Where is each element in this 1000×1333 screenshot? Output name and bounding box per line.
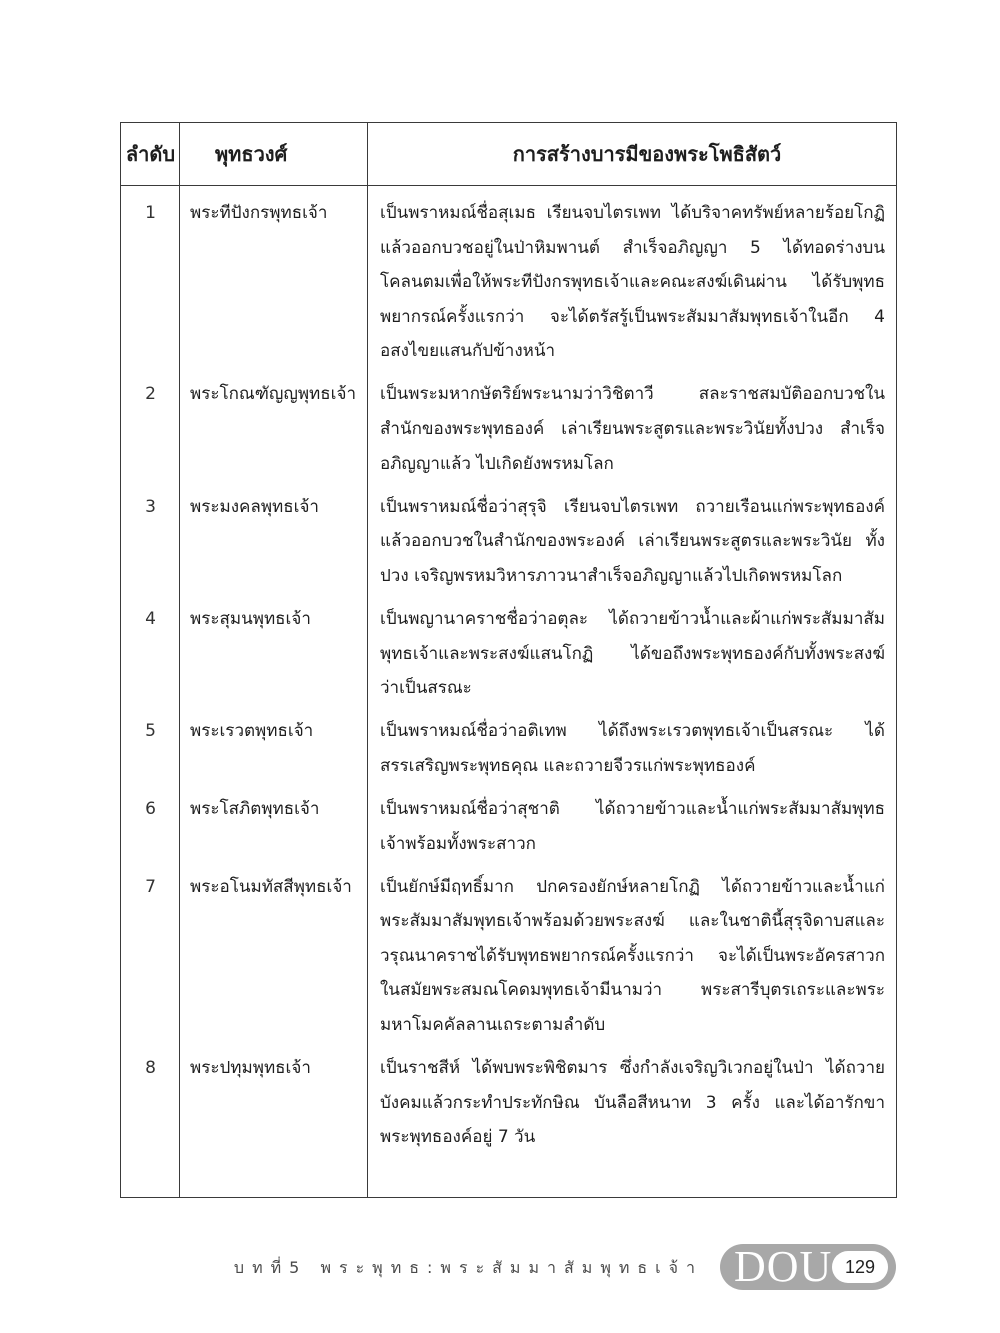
description-line: พยากรณ์ครั้งแรกว่า จะได้ตรัสรู้เป็นพระสัมมาสัมพุทธเจ้าในอีก 4 <box>380 306 885 327</box>
description-line: เป็นราชสีห์ ได้พบพระพิชิตมาร ซึ่งกำลังเจริญวิเวกอยู่ในป่า ได้ถวาย <box>380 1058 885 1079</box>
description-line: ในสมัยพระสมณโคดมพุทธเจ้ามีนามว่า พระสารีบุตรเถระและพระ <box>380 980 885 1001</box>
description-line: เป็นพราหมณ์ชื่อว่าสุรุจิ เรียนจบไตรเพท ถวายเรือนแก่พระพุทธองค์ <box>380 496 885 517</box>
table-row <box>121 377 896 489</box>
description-line: เป็นพราหมณ์ชื่อสุเมธ เรียนจบไตรเพท ได้บริจาคทรัพย์หลายร้อยโกฏิ <box>380 203 885 223</box>
perfection-description <box>368 870 896 1043</box>
buddha-name: พระโสภิตพุทธเจ้า <box>190 799 320 819</box>
description-line: เป็นพระมหากษัตริย์พระนามว่าวิชิตาวี สละราชสมบัติออกบวชใน <box>380 384 885 405</box>
buddha-name: พระปทุมพุทธเจ้า <box>190 1058 311 1079</box>
buddha-name-cell <box>180 196 368 369</box>
table-header-row <box>121 123 896 186</box>
description-line: โคลนตมเพื่อให้พระทีปังกรพุทธเจ้าและคณะสงฆ์เดินผ่าน ได้รับพุทธ <box>380 272 885 293</box>
row-number: 5 <box>145 721 156 742</box>
perfection-description <box>368 377 896 481</box>
table-body <box>121 186 896 1163</box>
perfection-description <box>368 714 896 783</box>
perfection-description <box>368 490 896 594</box>
description-line: มหาโมคคัลลานเถระตามลำดับ <box>380 1015 606 1036</box>
buddha-name: พระสุมนพุทธเจ้า <box>190 609 311 630</box>
perfection-description <box>368 196 896 369</box>
description-line: สรรเสริญพระพุทธคุณ และถวายจีวรแก่พระพุทธองค์ <box>380 755 756 776</box>
description-line: พระสัมมาสัมพุทธเจ้าพร้อมด้วยพระสงฆ์ และในชาตินี้สุรุจิดาบสและ <box>380 911 885 932</box>
table-row <box>121 602 896 714</box>
buddha-name-cell <box>180 490 368 594</box>
description-line: เจ้าพร้อมทั้งพระสาวก <box>380 833 536 854</box>
row-number: 8 <box>145 1058 156 1079</box>
table-row <box>121 490 896 602</box>
buddha-name: พระอโนมทัสสีพุทธเจ้า <box>190 876 352 897</box>
table-row <box>121 870 896 1051</box>
buddha-name: พระโกณฑัญญพุทธเจ้า <box>190 384 357 405</box>
description-line: บังคมแล้วกระทำประทักษิณ บันลือสีหนาท 3 ครั้ง และได้อารักขา <box>380 1092 885 1113</box>
column-divider <box>179 123 180 1197</box>
table-row <box>121 196 896 377</box>
description-line: ว่าเป็นสรณะ <box>380 678 472 699</box>
description-line: วรุณนาคราชได้รับพุทธพยากรณ์ครั้งแรกว่า จะได้เป็นพระอัครสาวก <box>380 945 885 966</box>
footer-chapter-title: บทที่5 พระพุทธ:พระสัมมาสัมพุทธเจ้า <box>233 1258 703 1277</box>
perfection-description <box>368 1051 896 1155</box>
buddha-name-cell <box>180 792 368 861</box>
description-line: พระพุทธองค์อยู่ 7 วัน <box>380 1127 536 1148</box>
buddha-name: พระมงคลพุทธเจ้า <box>190 496 319 517</box>
column-header-perfections: การสร้างบารมีของพระโพธิสัตว์ <box>512 142 782 166</box>
table-row <box>121 1051 896 1163</box>
row-number: 7 <box>145 876 156 897</box>
column-header-buddha-lineage: พุทธวงศ์ <box>215 142 288 166</box>
buddha-name-cell <box>180 714 368 783</box>
description-line: แล้วออกบวชอยู่ในป่าหิมพานต์ สำเร็จอภิญญา 5 ได้ทอดร่างบน <box>380 237 885 258</box>
dou-logo <box>720 1244 896 1290</box>
column-divider <box>367 123 368 1197</box>
perfection-description <box>368 792 896 861</box>
description-line: เป็นพราหมณ์ชื่อว่าอติเทพ ได้ถึงพระเรวตพุทธเจ้าเป็นสรณะ ได้ <box>380 721 885 742</box>
buddha-lineage-table <box>120 122 897 1198</box>
row-number: 4 <box>145 609 156 630</box>
row-number: 6 <box>145 799 156 819</box>
description-line: สำนักของพระพุทธองค์ เล่าเรียนพระสูตรและพระวินัยทั้งปวง สำเร็จ <box>380 419 885 440</box>
description-line: แล้วออกบวชในสำนักของพระองค์ เล่าเรียนพระสูตรและพระวินัย ทั้ง <box>380 531 885 552</box>
description-line: ปวง เจริญพรหมวิหารภาวนาสำเร็จอภิญญาแล้วไปเกิดพรหมโลก <box>380 565 843 586</box>
table-row <box>121 714 896 792</box>
row-number: 2 <box>145 384 156 405</box>
description-line: พุทธเจ้าและพระสงฆ์แสนโกฏิ ได้ขอถึงพระพุทธองค์กับทั้งพระสงฆ์ <box>380 643 885 664</box>
buddha-name-cell <box>180 377 368 481</box>
description-line: อสงไขยแสนกัปข้างหน้า <box>380 341 556 362</box>
description-line: อภิญญาแล้ว ไปเกิดยังพรหมโลก <box>380 453 614 474</box>
row-number: 1 <box>145 203 156 223</box>
table-row <box>121 792 896 870</box>
buddha-name-cell <box>180 1051 368 1155</box>
column-header-order: ลำดับ <box>125 142 176 166</box>
description-line: เป็นพญานาคราชชื่อว่าอตุละ ได้ถวายข้าวน้ำและผ้าแก่พระสัมมาสัม <box>380 609 885 630</box>
dou-logo-text: DOU <box>734 1242 833 1291</box>
buddha-name: พระทีปังกรพุทธเจ้า <box>190 203 328 223</box>
description-line: เป็นยักษ์มีฤทธิ์มาก ปกครองยักษ์หลายโกฏิ ได้ถวายข้าวและน้ำแก่ <box>380 876 885 897</box>
row-number: 3 <box>145 496 156 517</box>
buddha-name-cell <box>180 870 368 1043</box>
description-line: เป็นพราหมณ์ชื่อว่าสุชาติ ได้ถวายข้าวและน้ำแก่พระสัมมาสัมพุทธ <box>380 799 885 819</box>
perfection-description <box>368 602 896 706</box>
page-number: 129 <box>832 1251 888 1283</box>
buddha-name: พระเรวตพุทธเจ้า <box>190 721 314 742</box>
buddha-name-cell <box>180 602 368 706</box>
